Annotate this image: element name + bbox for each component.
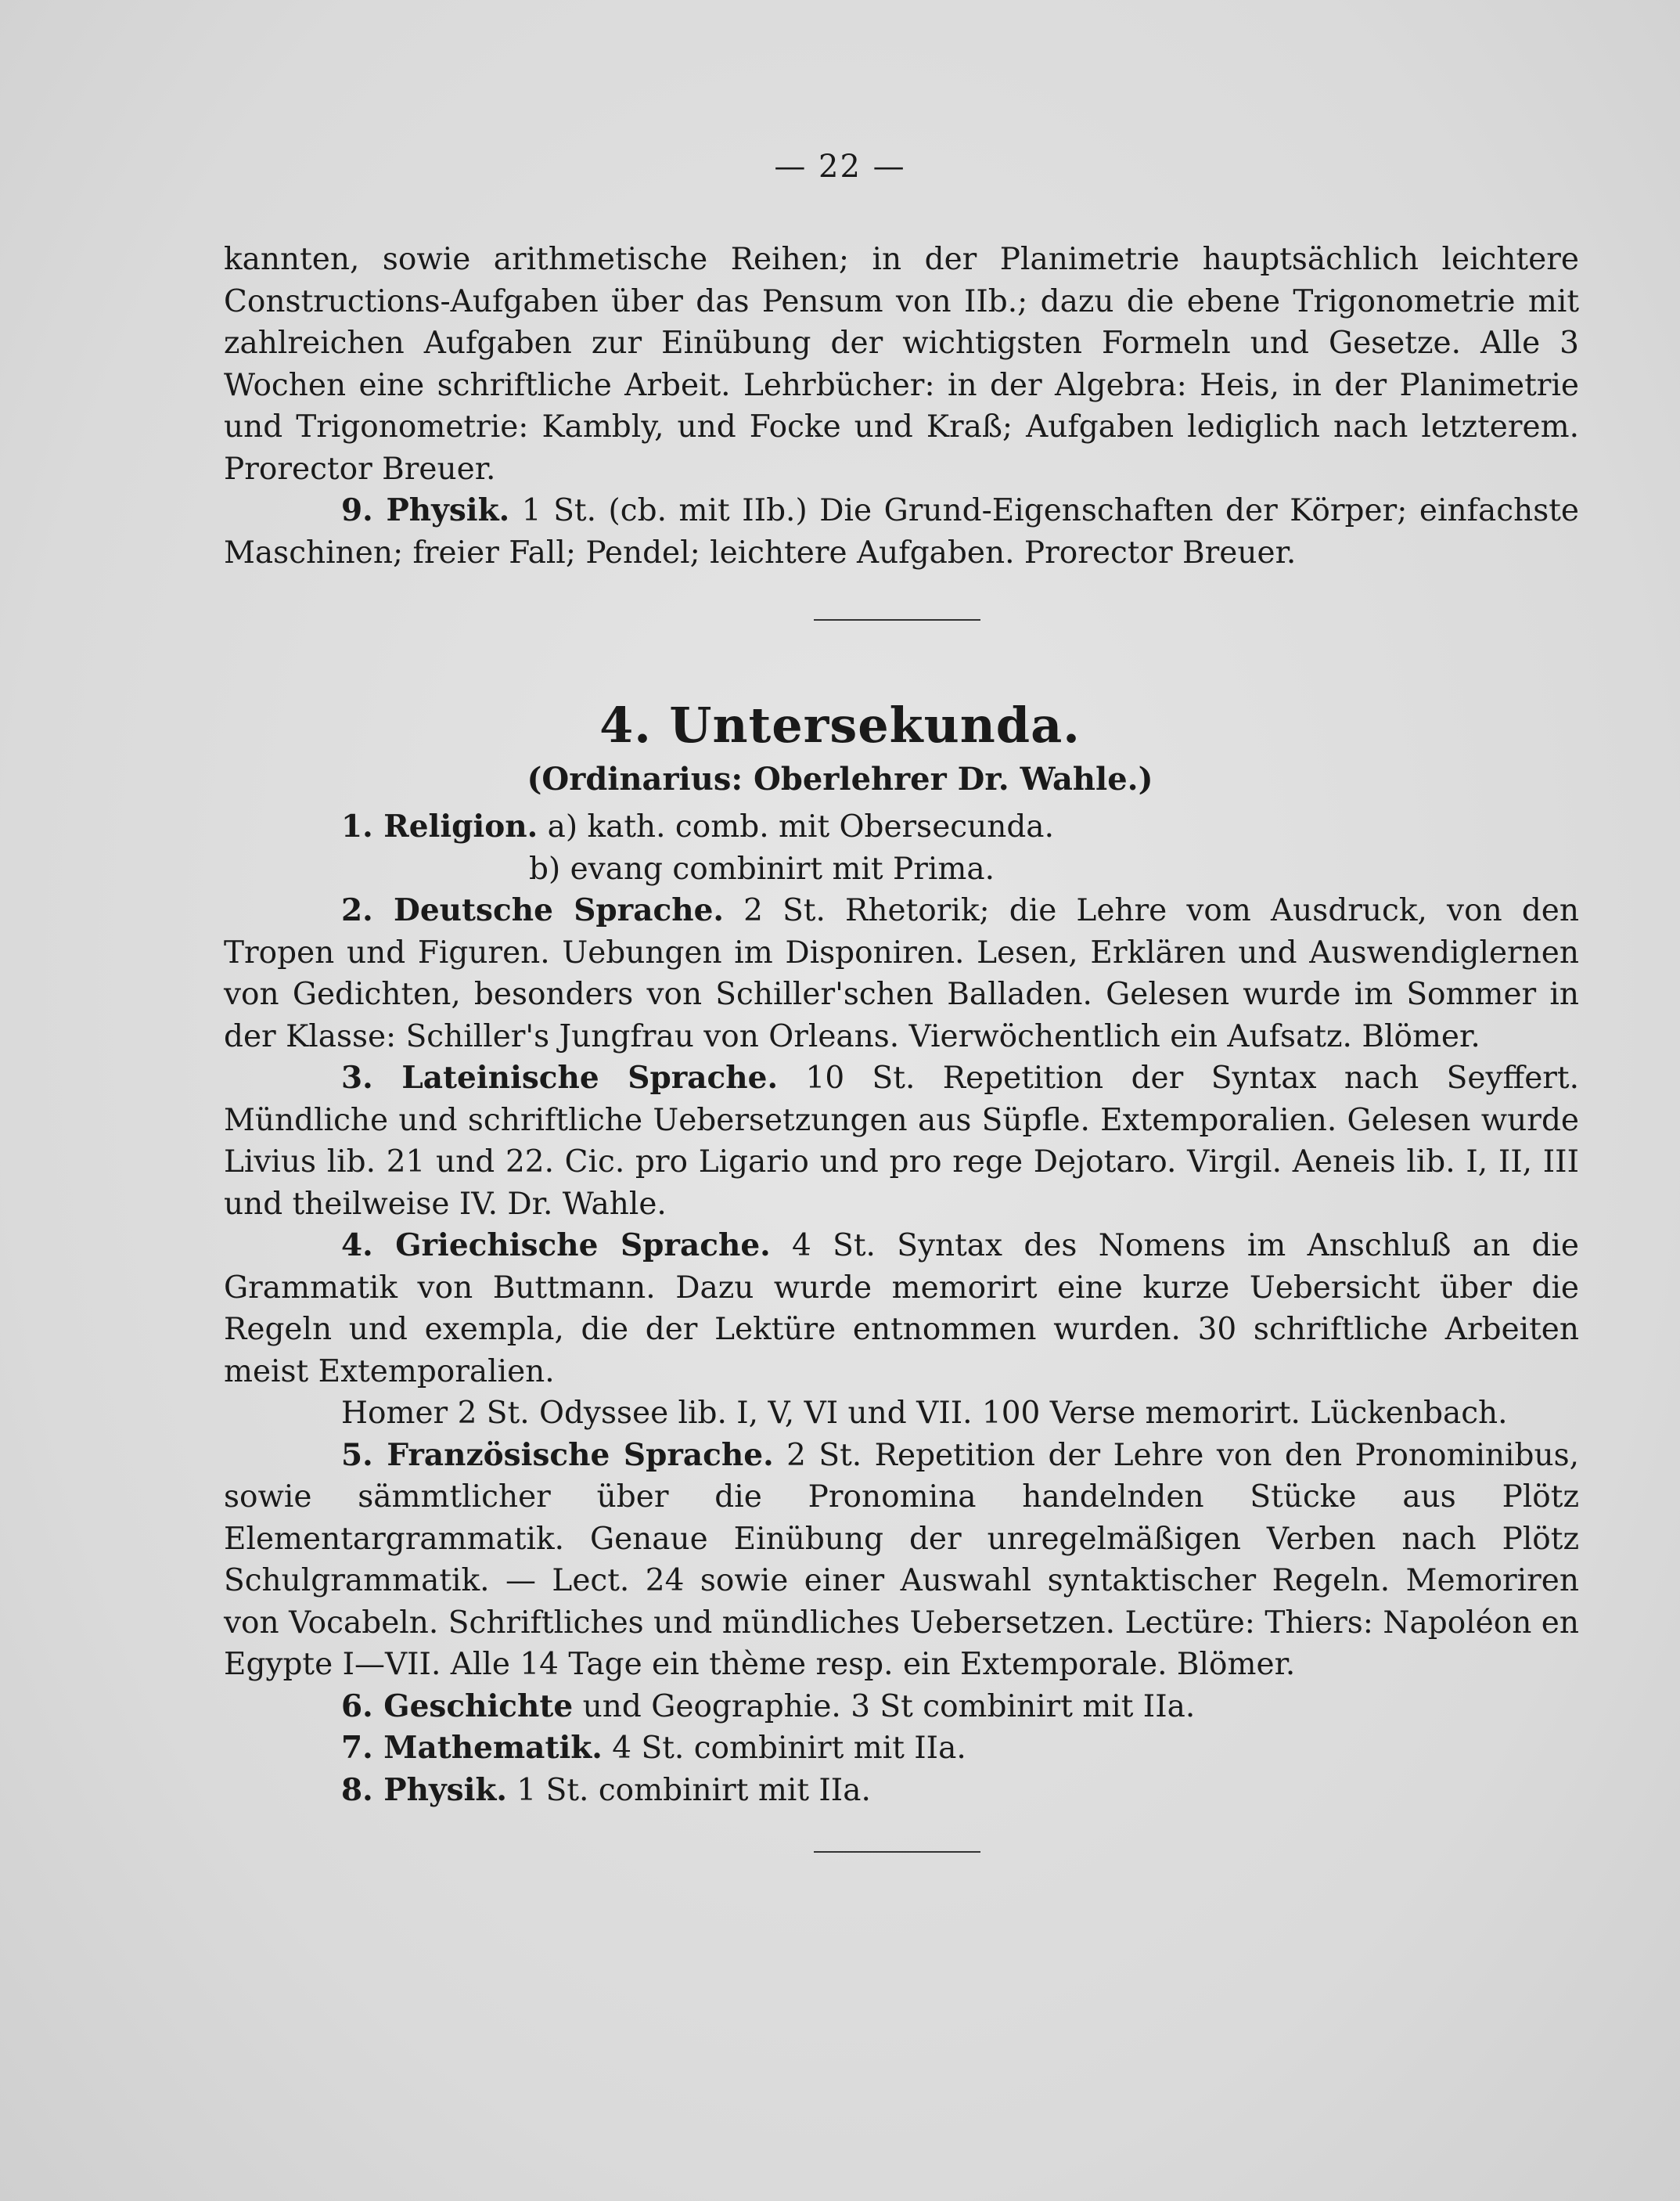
bottom-rule xyxy=(814,1851,980,1853)
combined-heading: 8. Physik. xyxy=(341,1771,508,1808)
religion-a xyxy=(224,806,1579,848)
subject-text: 2 St. Rhetorik; die Lehre vom Ausdruck, von den Tropen und Figuren. Uebungen im Disponiren. Lesen, Erklären und Auswendiglernen von Gedichten, besonders von Schiller'schen Balladen. Gelesen wurde im Sommer in der Klasse: Schiller's Jungfrau von Orleans. Vierwöchentlich ein Aufsatz. Blömer. xyxy=(224,893,1579,1054)
combined-item xyxy=(224,1770,1579,1812)
subject-heading: 2. Deutsche Sprache. xyxy=(341,892,724,928)
separator-rule xyxy=(814,619,980,621)
curriculum-block xyxy=(224,806,1579,1811)
ordinarius-line: (Ordinarius: Oberlehrer Dr. Wahle.) xyxy=(527,761,1153,798)
physik-text: 1 St. (cb. mit IIb.) Die Grund-Eigenschaften der Körper; einfachste Maschinen; freier Fall; Pendel; leichtere Aufgaben. Prorector Breuer. xyxy=(224,493,1579,571)
homer-line: Homer 2 St. Odyssee lib. I, V, VI und VII. 100 Verse memorirt. Lückenbach. xyxy=(341,1396,1508,1431)
combined-text: 1 St. combinirt mit IIa. xyxy=(516,1772,871,1808)
combined-heading: 6. Geschichte xyxy=(341,1688,574,1724)
subject-heading: 4. Griechische Sprache. xyxy=(341,1227,771,1263)
page-number: — 22 — xyxy=(774,149,906,185)
subject-text: 4 St. Syntax des Nomens im Anschluß an die Grammatik von Buttmann. Dazu wurde memorirt eine kurze Uebersicht über die Regeln und exempla, die der Lektüre entnommen wurden. 30 schriftliche Arbeiten meist Extemporalien. xyxy=(224,1228,1579,1389)
subject-heading: 3. Lateinische Sprache. xyxy=(341,1060,779,1096)
subject-text: 10 St. Repetition der Syntax nach Seyffert. Mündliche und schriftliche Uebersetzungen aus Süpfle. Extemporalien. Gelesen wurde Livius lib. 21 und 22. Cic. pro Ligario und pro rege Dejotaro. Virgil. Aeneis lib. I, II, III und theilweise IV. Dr. Wahle. xyxy=(224,1061,1579,1222)
physik-heading: 9. Physik. xyxy=(341,492,510,528)
combined-item xyxy=(224,1727,1579,1770)
subject-paragraph xyxy=(224,890,1579,1057)
religion-b: b) evang combinirt mit Prima. xyxy=(529,851,995,887)
combined-text: 4 St. combinirt mit IIa. xyxy=(612,1731,966,1766)
combined-item xyxy=(224,1686,1579,1728)
combined-text: und Geographie. 3 St combinirt mit IIa. xyxy=(582,1688,1196,1724)
subject-paragraph xyxy=(224,1225,1579,1392)
physik-paragraph xyxy=(224,490,1579,574)
combined-heading: 7. Mathematik. xyxy=(341,1730,603,1766)
french-text: 2 St. Repetition der Lehre von den Pronominibus, sowie sämmtlicher über die Pronomina handelnden Stücke aus Plötz Elementargrammatik. Genaue Einübung der unregelmäßigen Verben nach Plötz Schulgrammatik. — Lect. 24 sowie einer Auswahl syntaktischer Regeln. Memoriren von Vocabeln. Schriftliches und mündliches Uebersetzen. Lectüre: Thiers: Napoléon en Egypte I—VII. Alle 14 Tage ein thème resp. ein Extemporale. Blömer. xyxy=(224,1437,1580,1682)
french-paragraph xyxy=(224,1435,1579,1686)
section-title: 4. Untersekunda. xyxy=(599,697,1081,754)
continuation-paragraph: kannten, sowie arithmetische Reihen; in der Planimetrie hauptsächlich leichtere Constructions-Aufgaben über das Pensum von IIb.; dazu die ebene Trigonometrie mit zahlreichen Aufgaben zur Einübung der wichtigsten Formeln und Gesetze. Alle 3 Wochen eine schriftliche Arbeit. Lehrbücher: in der Algebra: Heis, in der Planimetrie und Trigonometrie: Kambly, und Focke und Kraß; Aufgaben lediglich nach letzterem. Prorector Breuer. xyxy=(224,242,1579,487)
subject-paragraph xyxy=(224,1057,1579,1225)
religion-heading: 1. Religion. xyxy=(341,809,538,845)
french-heading: 5. Französische Sprache. xyxy=(341,1436,774,1473)
top-block xyxy=(224,239,1579,574)
religion-a-text: a) kath. comb. mit Obersecunda. xyxy=(547,809,1054,845)
